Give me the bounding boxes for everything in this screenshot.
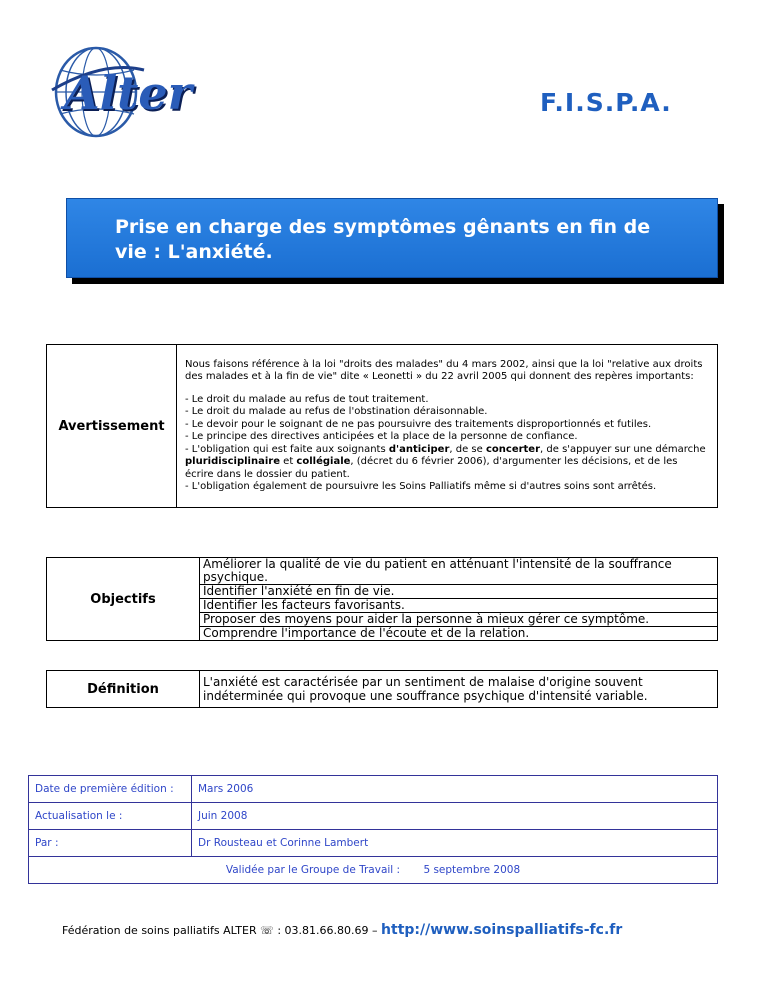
text-run: - L'obligation qui est faite aux soignants [185,443,389,455]
first-edition-value: Mars 2006 [192,776,718,803]
first-edition-label: Date de première édition : [29,776,192,803]
objective-item: Identifier l'anxiété en fin de vie. [200,585,718,599]
objective-item: Comprendre l'importance de l'écoute et de la relation. [200,627,718,641]
author-label: Par : [29,830,192,857]
footer-text: Fédération de soins palliatifs ALTER [62,924,257,937]
warning-item: - Le droit du malade au refus de tout traitement. [185,393,429,405]
objective-item: Proposer des moyens pour aider la personne à mieux gérer ce symptôme. [200,613,718,627]
text-run: , de s'appuyer sur une démarche [540,443,706,455]
warning-item: - Le droit du malade au refus de l'obstination déraisonnable. [185,406,488,417]
update-value: Juin 2008 [192,803,718,830]
warning-intro: Nous faisons référence à la loi "droits des malades" du 4 mars 2002, ainsi que la loi "relative aux droits des malades et à la fin de vie" dite « Leonetti » du 22 avril 2005 qui donnent des repères importants: [185,358,703,382]
document-title: Prise en charge des symptômes gênants en fin de vie : L'anxiété. [115,216,651,263]
telephone-icon: ☏ [260,924,274,937]
warning-content [177,345,718,508]
warning-item: - L'obligation également de poursuivre les Soins Palliatifs même si d'autres soins sont arrêtés. [185,481,657,492]
objective-item: Améliorer la qualité de vie du patient en atténuant l'intensité de la souffrance psychique. [200,558,718,585]
author-value: Dr Rousteau et Corinne Lambert [192,830,718,857]
definition-table [46,670,718,708]
edition-info-table [28,775,718,884]
validation-label: Validée par le Groupe de Travail : [225,864,401,876]
definition-label: Définition [47,671,200,708]
validation-cell [29,857,718,884]
warning-item [185,444,709,482]
text-run-bold: d'anticiper [388,443,450,455]
update-label: Actualisation le : [29,803,192,830]
text-run-bold: collégiale [296,456,351,467]
text-run: , (décret du 6 février 2006), d'argumenter les décisions, et de les écrire dans le dossier du patient. [185,456,678,480]
footer-url-part: palliatifs-fc.fr [514,922,623,938]
text-run-bold: pluridisciplinaire [185,456,280,467]
text-run: , de se [449,443,486,455]
warning-item: - Le principe des directives anticipées et la place de la personne de confiance. [185,431,578,442]
objectives-label: Objectifs [47,558,200,641]
logo-wordmark: Alter [64,66,192,120]
text-run-bold: concerter [485,443,541,455]
text-run: et [279,456,297,467]
footer-phone: : 03.81.66.80.69 – [273,924,382,937]
objective-item: Identifier les facteurs favorisants. [200,599,718,613]
definition-text: L'anxiété est caractérisée par un sentiment de malaise d'origine souvent indéterminée qui provoque une souffrance psychique d'intensité variable. [200,671,718,708]
footer-url-part: http://www.soins [381,922,515,938]
footer [62,922,622,938]
validation-date: 5 septembre 2008 [423,864,521,876]
footer-link[interactable] [381,922,622,938]
warning-item: - Le devoir pour le soignant de ne pas poursuivre des traitements disproportionnés et futiles. [185,418,652,430]
header-title: F.I.S.P.A. [540,88,672,117]
title-banner [66,198,718,278]
warning-table [46,344,718,508]
alter-logo [44,40,204,150]
objectives-table [46,557,718,641]
warning-label: Avertissement [47,345,177,508]
